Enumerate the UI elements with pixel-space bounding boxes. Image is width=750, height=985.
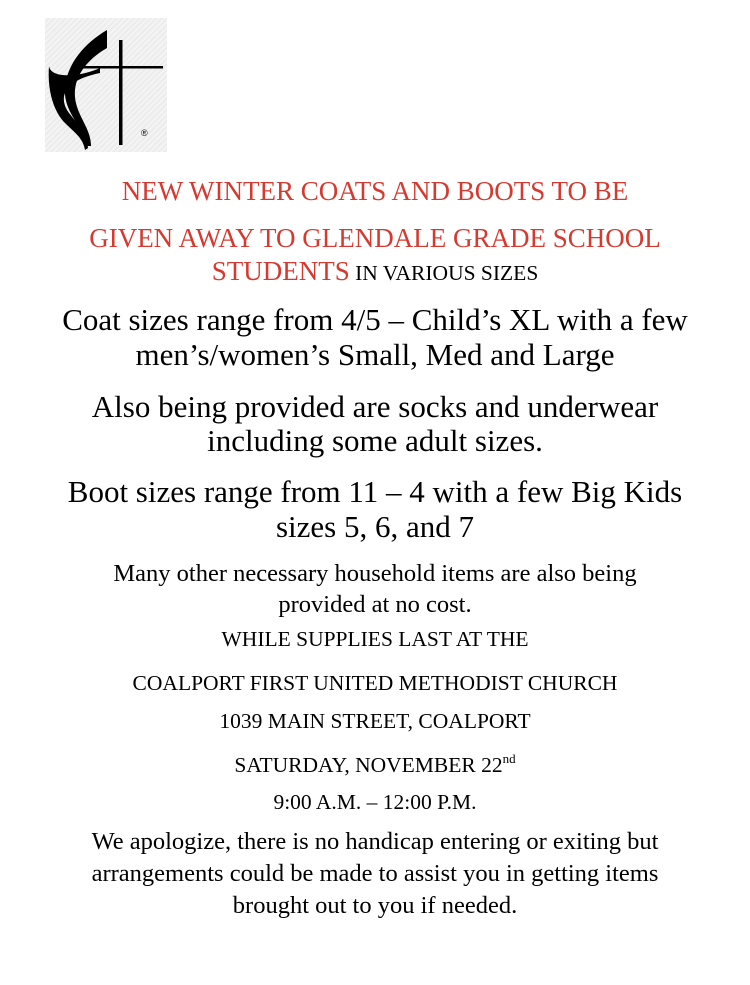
socks-line-2: including some adult sizes. (207, 423, 543, 458)
heading-various-sizes: IN VARIOUS SIZES (349, 261, 539, 285)
coats-line-1: Coat sizes range from 4/5 – Child’s XL with a few (62, 302, 688, 337)
heading-line-1: NEW WINTER COATS AND BOOTS TO BE (121, 176, 629, 206)
household-line-2: provided at no cost. (278, 591, 472, 618)
boots-line-1: Boot sizes range from 11 – 4 with a few Big Kids (67, 474, 683, 509)
svg-text:®: ® (141, 128, 148, 138)
event-date-suffix: nd (502, 751, 516, 766)
event-date (0, 752, 750, 777)
event-date-text: SATURDAY, NOVEMBER 22 (234, 753, 503, 777)
note-line-1: We apologize, there is no handicap entering or exiting but (91, 828, 659, 855)
location-address: 1039 MAIN STREET, COALPORT (219, 709, 531, 733)
location-church: COALPORT FIRST UNITED METHODIST CHURCH (132, 671, 618, 695)
heading-students: STUDENTS (211, 256, 350, 286)
heading-line-2: GIVEN AWAY TO GLENDALE GRADE SCHOOL (89, 223, 661, 253)
household-line-1: Many other necessary household items are also being (113, 560, 637, 587)
location-line-1: WHILE SUPPLIES LAST AT THE (221, 627, 529, 651)
methodist-cross-flame-logo (45, 18, 167, 152)
boots-line-2: sizes 5, 6, and 7 (275, 509, 475, 544)
note-line-3: brought out to you if needed. (232, 892, 518, 919)
event-time: 9:00 A.M. – 12:00 P.M. (273, 790, 477, 814)
heading-line-3 (0, 258, 750, 285)
coats-line-2: men’s/women’s Small, Med and Large (135, 337, 615, 372)
note-line-2: arrangements could be made to assist you in getting items (91, 860, 659, 887)
socks-line-1: Also being provided are socks and underwear (91, 389, 659, 424)
